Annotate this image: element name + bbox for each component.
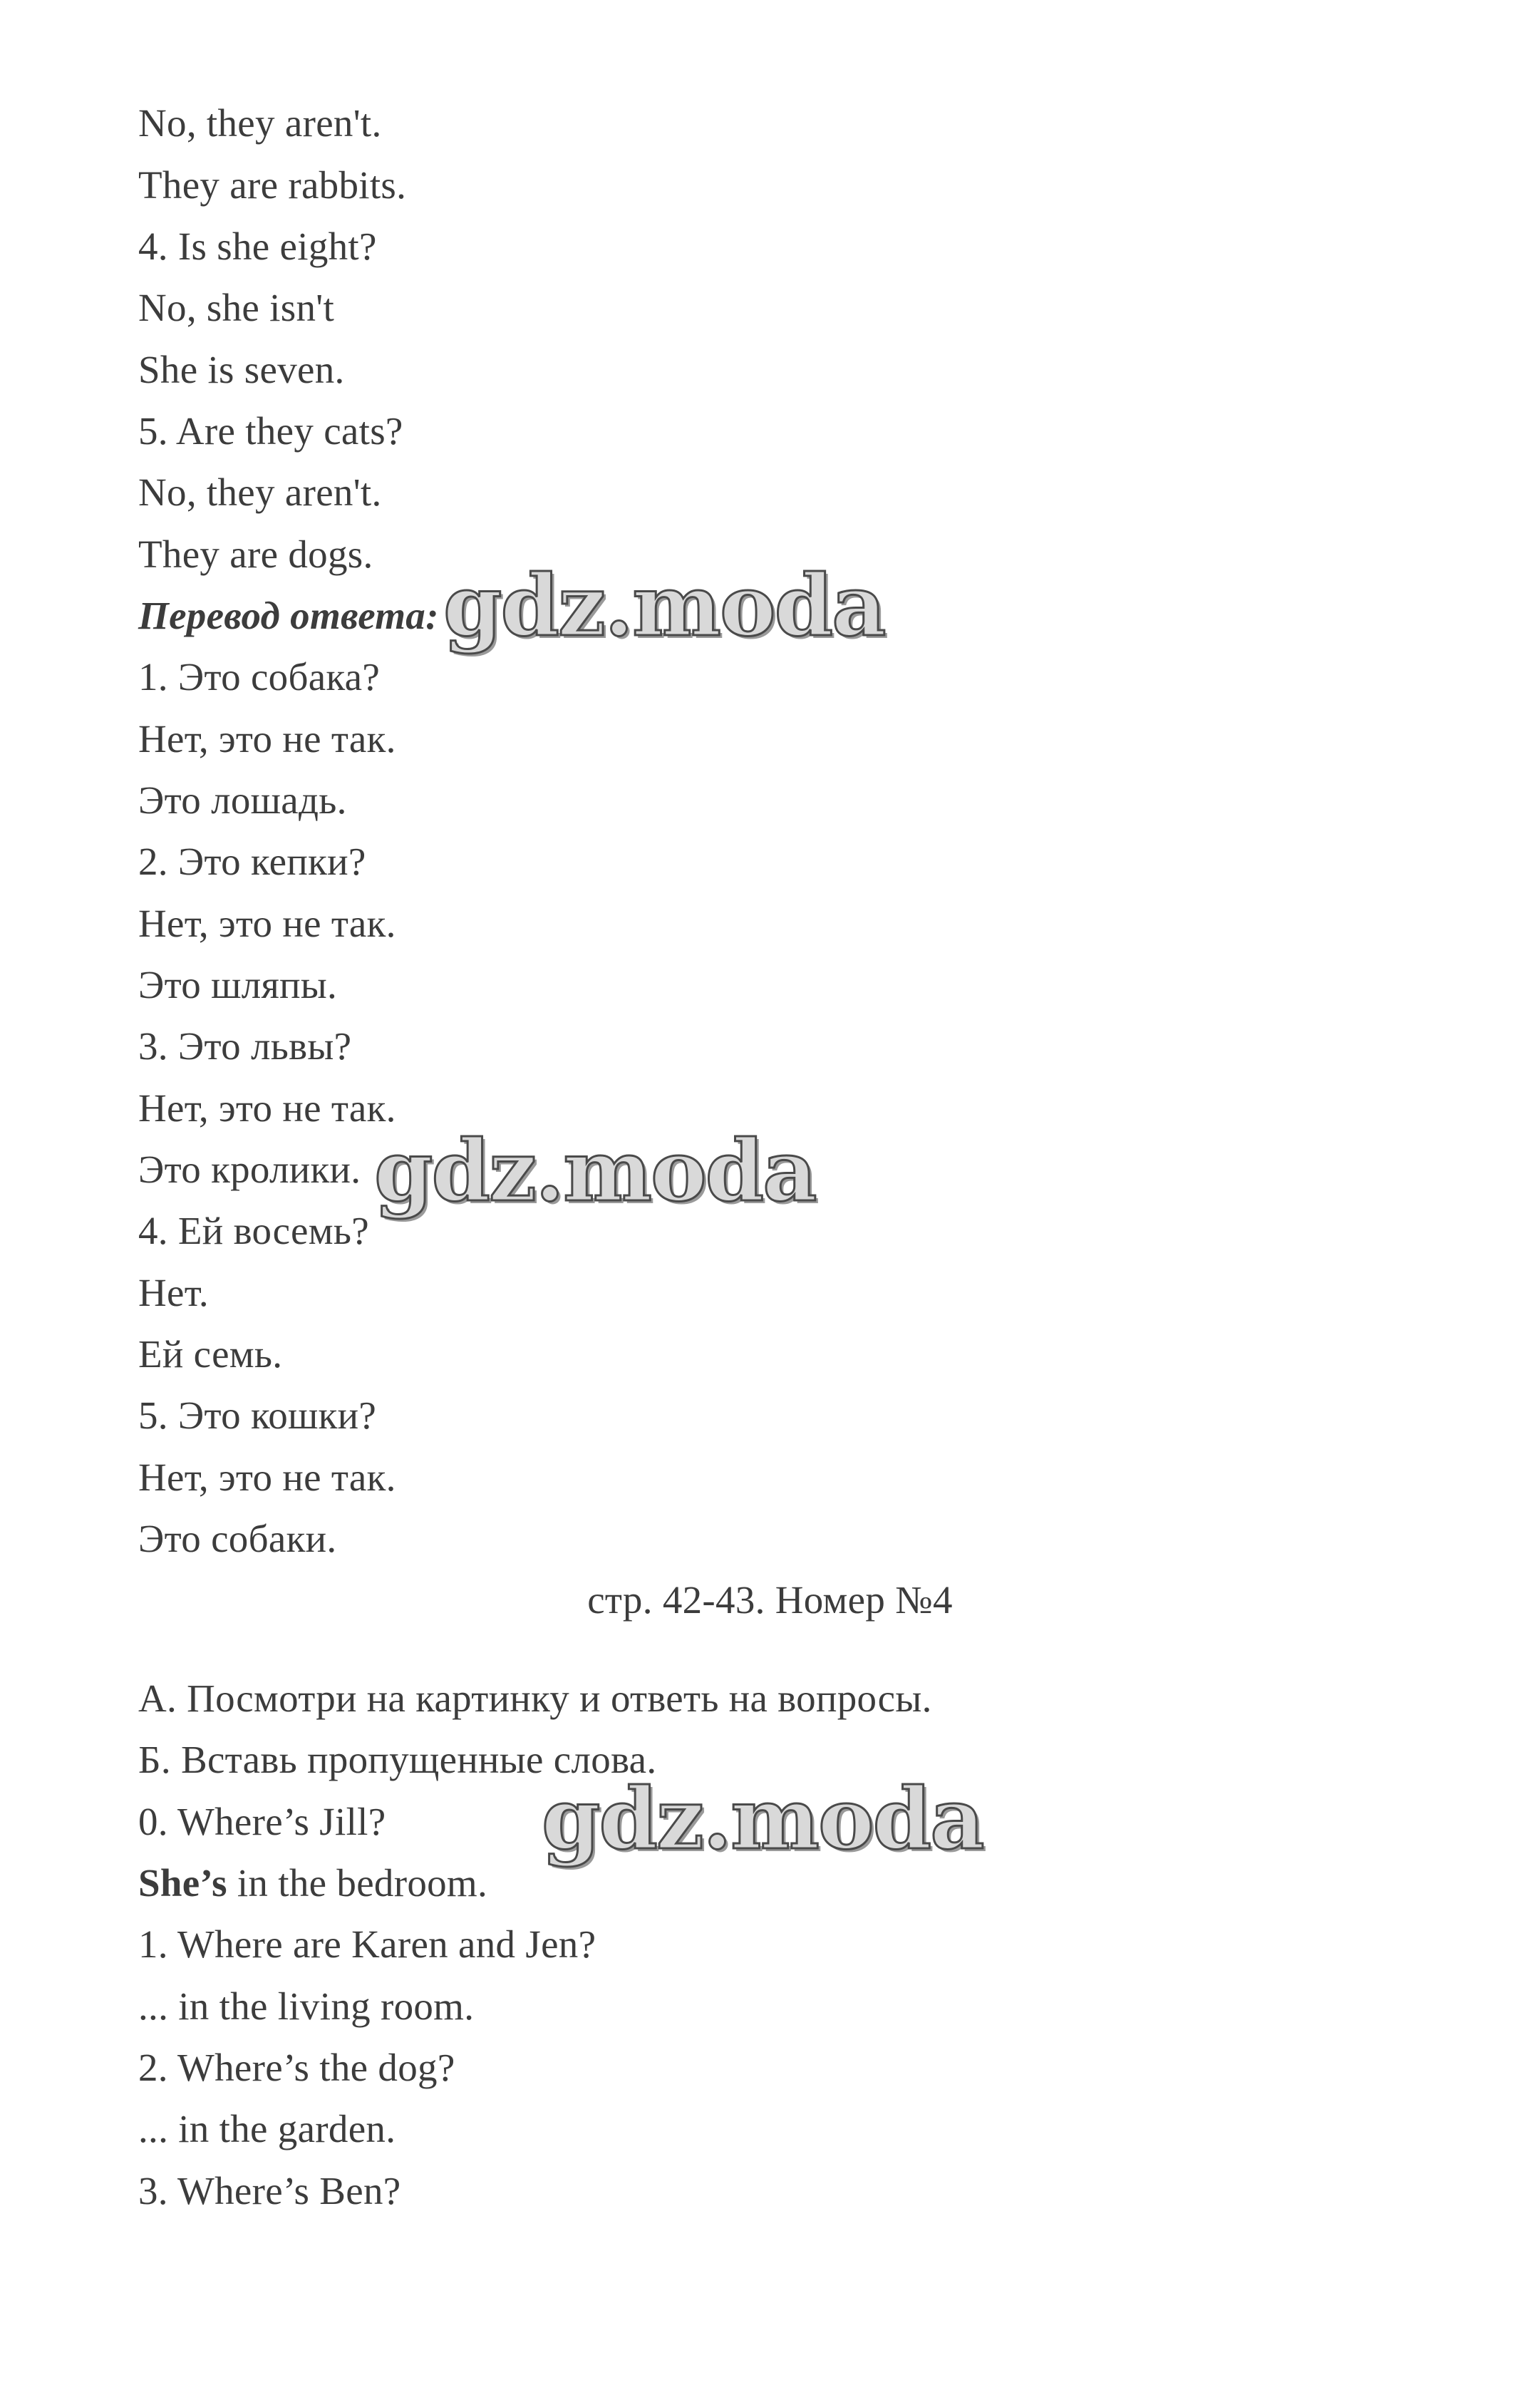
question-line: 4. Is she eight? xyxy=(138,225,377,268)
translation-line: Это собаки. xyxy=(138,1517,337,1560)
answer-line: They are rabbits. xyxy=(138,163,407,207)
translation-heading: Перевод ответа: xyxy=(138,594,439,637)
translation-line: Это лошадь. xyxy=(138,778,347,822)
translation-line: 4. Ей восемь? xyxy=(138,1209,369,1252)
example-answer xyxy=(138,1860,487,1907)
translation-line: Нет, это не так. xyxy=(138,1456,396,1499)
translation-line: Нет, это не так. xyxy=(138,902,396,945)
exercise-line: 0. Where’s Jill? xyxy=(138,1800,386,1843)
answer-line: No, they aren't. xyxy=(138,470,382,514)
translation-line: 1. Это собака? xyxy=(138,655,381,699)
watermark-logo: gdz.moda xyxy=(374,1121,816,1220)
watermark-logo: gdz.moda xyxy=(542,1769,983,1868)
task-instruction: Б. Вставь пропущенные слова. xyxy=(138,1738,657,1781)
translation-line: 2. Это кепки? xyxy=(138,840,366,883)
answer-line: No, she isn't xyxy=(138,286,335,329)
example-answer-bold: She’s xyxy=(138,1861,227,1905)
translation-line: Нет. xyxy=(138,1271,209,1314)
section-title: стр. 42-43. Номер №4 xyxy=(587,1578,953,1622)
translation-line: Нет, это не так. xyxy=(138,1086,396,1130)
example-answer-rest: in the bedroom. xyxy=(227,1861,488,1905)
translation-line: 3. Это львы? xyxy=(138,1024,352,1068)
translation-line: Это шляпы. xyxy=(138,963,338,1006)
translation-line: Это кролики. xyxy=(138,1148,361,1191)
answer-line: They are dogs. xyxy=(138,532,373,576)
answer-line: No, they aren't. xyxy=(138,101,382,145)
exercise-line: 1. Where are Karen and Jen? xyxy=(138,1922,596,1966)
task-instruction: А. Посмотри на картинку и ответь на вопросы. xyxy=(138,1676,932,1720)
translation-line: Нет, это не так. xyxy=(138,717,396,761)
exercise-line: ... in the living room. xyxy=(138,1984,475,2028)
translation-line: Ей семь. xyxy=(138,1332,283,1376)
answer-line: She is seven. xyxy=(138,348,345,391)
question-line: 5. Are they cats? xyxy=(138,409,403,453)
exercise-line: 3. Where’s Ben? xyxy=(138,2169,401,2213)
translation-line: 5. Это кошки? xyxy=(138,1394,377,1437)
exercise-line: ... in the garden. xyxy=(138,2107,396,2150)
watermark-logo: gdz.moda xyxy=(443,556,885,655)
exercise-line: 2. Where’s the dog? xyxy=(138,2046,455,2089)
